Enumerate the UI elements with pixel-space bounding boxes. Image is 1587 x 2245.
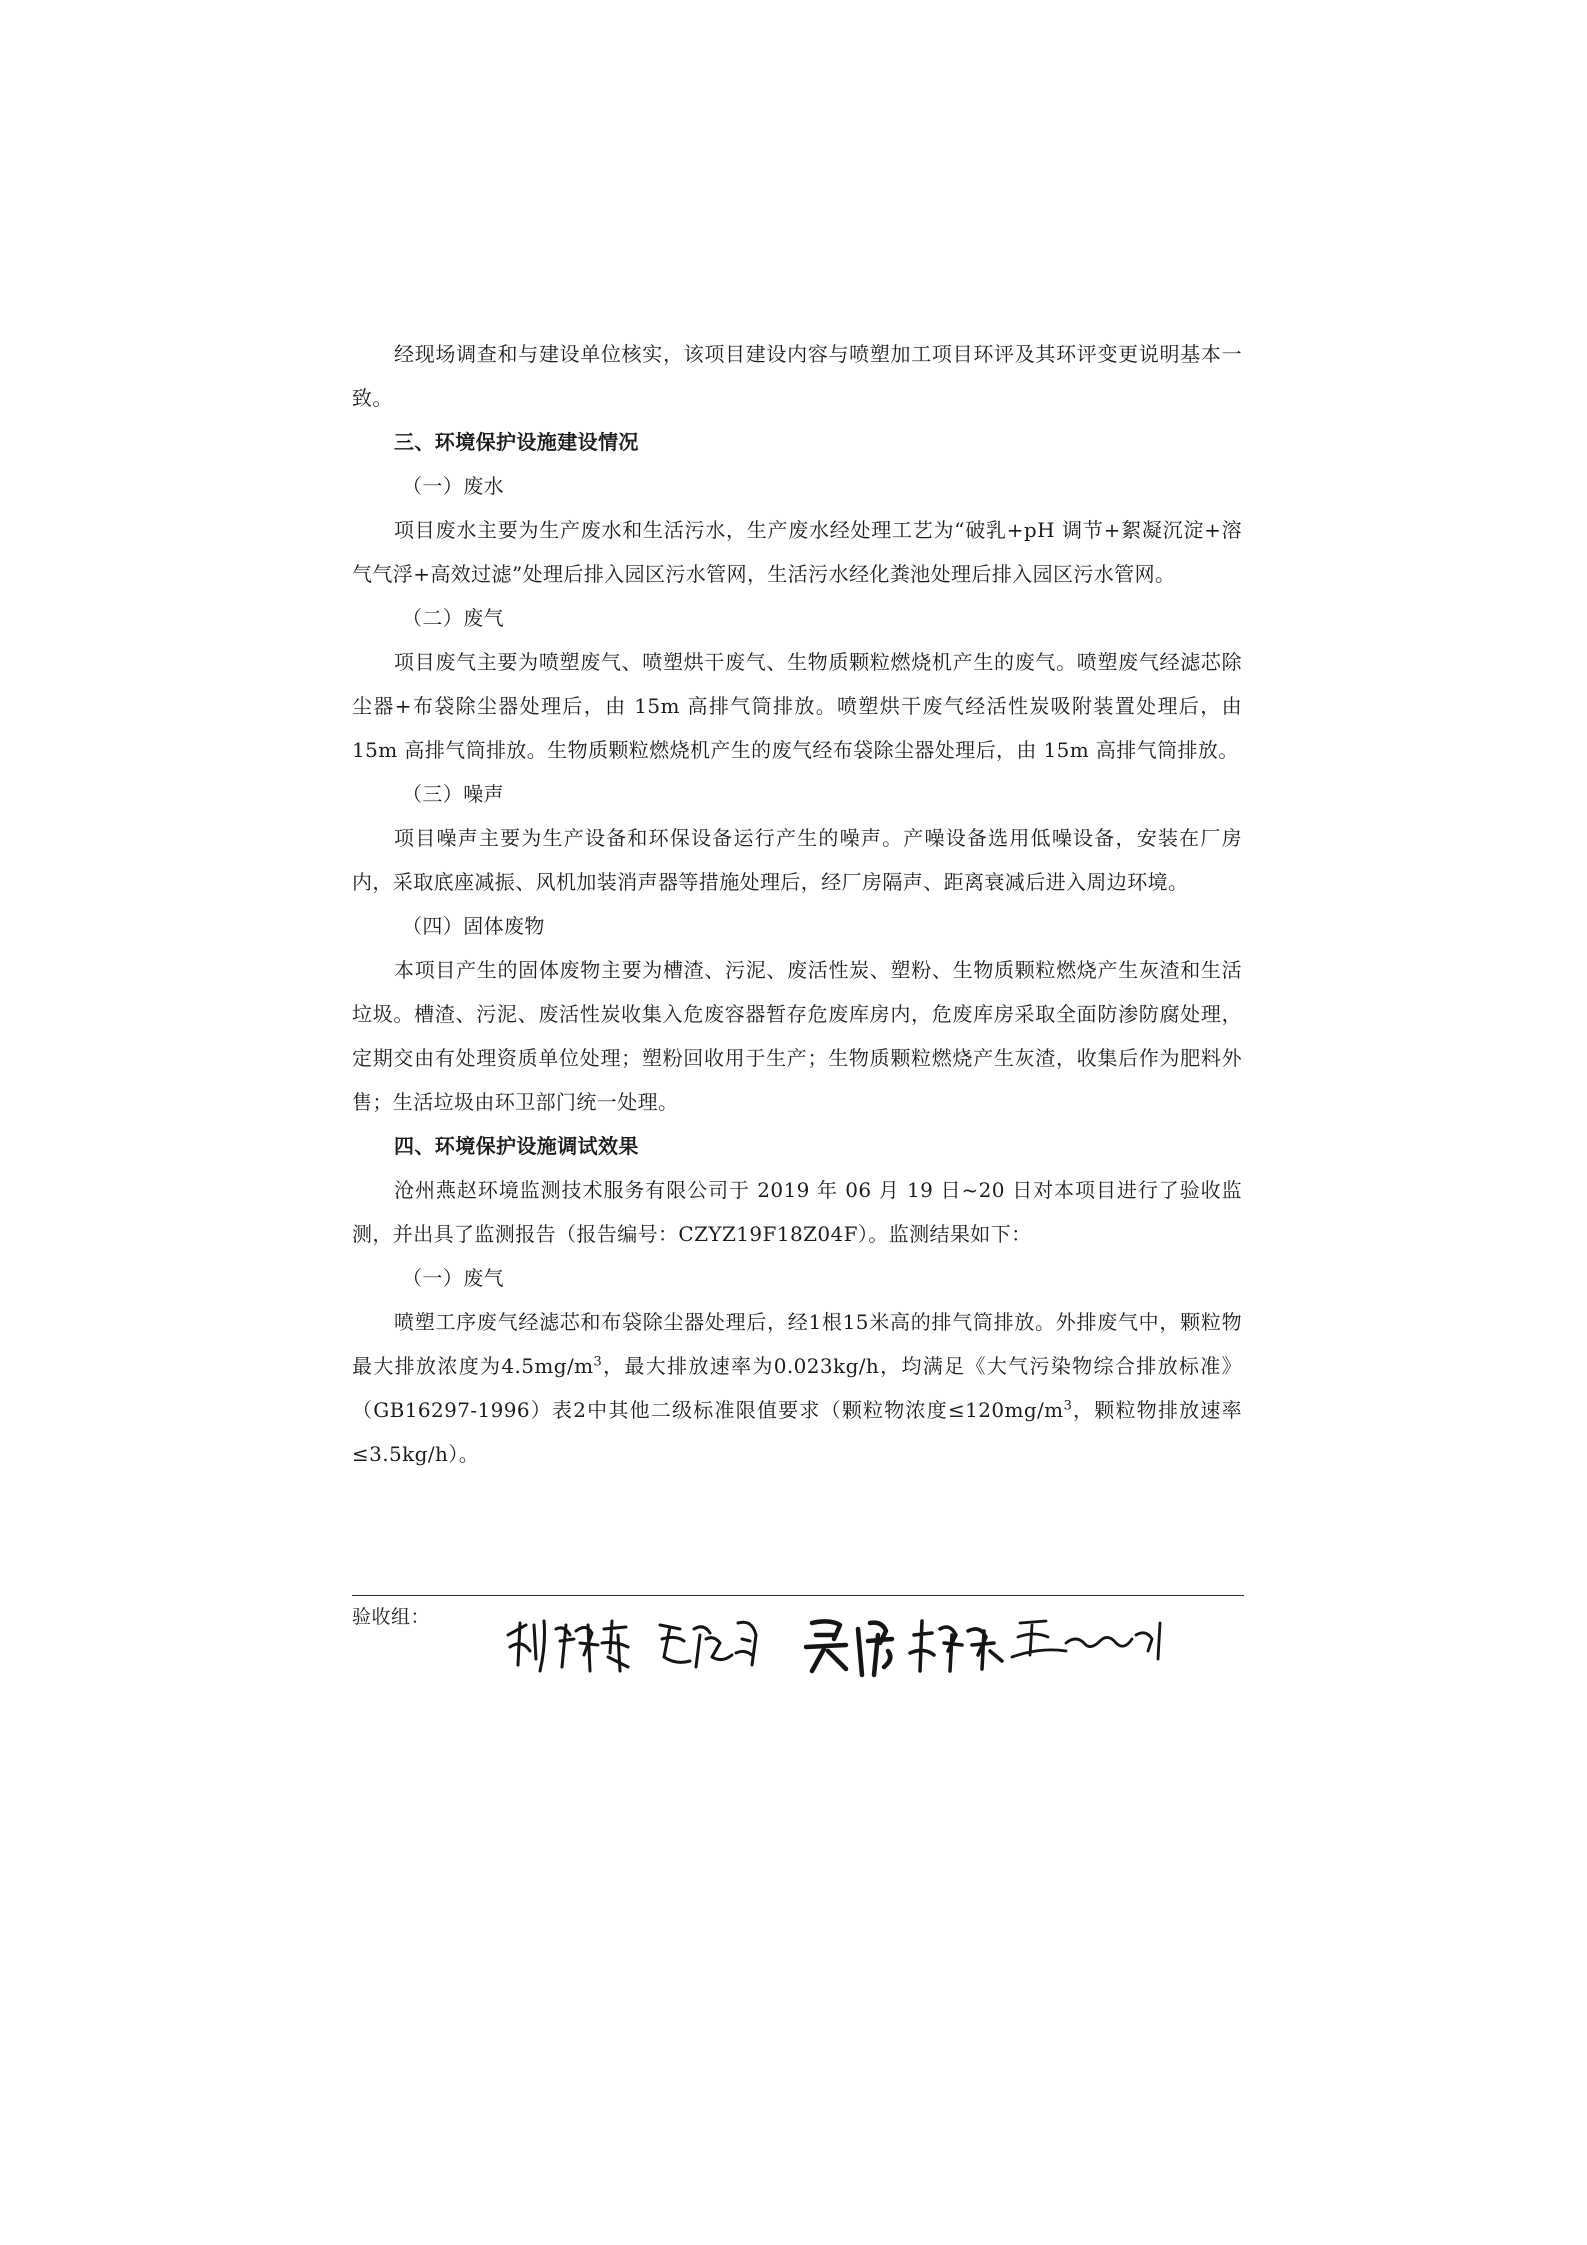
- paragraph-monitoring: 沧州燕赵环境监测技术服务有限公司于 2019 年 06 月 19 日~20 日对本项目进行了验收监测，并出具了监测报告（报告编号：CZYZ19F18Z04F）。监测结果如下：: [352, 1178, 1242, 1246]
- paragraph-waste-gas: 项目废气主要为喷塑废气、喷塑烘干废气、生物质颗粒燃烧机产生的废气。喷塑废气经滤芯除尘器+布袋除尘器处理后，由 15m 高排气筒排放。喷塑烘干废气经活性炭吸附装置处理后，由 15m 高排气筒排放。生物质颗粒燃烧机产生的废气经布袋除尘器处理后，由 15m 高排气筒排放。: [352, 650, 1242, 762]
- superscript-cubic-1: 3: [593, 1354, 603, 1370]
- results-text-2: ，最大排放速率为0.023kg/h，均满足《大气污染物综合排放标准》（GB16297-1996）表2中其他二级标准限值要求（颗粒物浓度≤120mg/m: [352, 1354, 1242, 1422]
- superscript-cubic-2: 3: [1063, 1398, 1073, 1414]
- paragraph-noise: 项目噪声主要为生产设备和环保设备运行产生的噪声。产噪设备选用低噪设备，安装在厂房内，采取底座减振、风机加装消声器等措施处理后，经厂房隔声、距离衰减后进入周边环境。: [352, 826, 1242, 894]
- paragraph-solid-waste: 本项目产生的固体废物主要为槽渣、污泥、废活性炭、塑粉、生物质颗粒燃烧产生灰渣和生活垃圾。槽渣、污泥、废活性炭收集入危废容器暂存危废库房内，危废库房采取全面防渗防腐处理，定期交由有处理资质单位处理；塑粉回收用于生产；生物质颗粒燃烧产生灰渣，收集后作为肥料外售；生活垃圾由环卫部门统一处理。: [352, 958, 1242, 1114]
- subheading-noise: （三）噪声: [402, 782, 504, 806]
- subheading-waste-gas: （二）废气: [402, 606, 504, 630]
- signature-4: [910, 1621, 1002, 1671]
- section-heading-3: 三、环境保护设施建设情况: [394, 430, 639, 454]
- signature-1: [508, 1621, 628, 1671]
- handwritten-signatures: [500, 1595, 1260, 1685]
- paragraph-waste-gas-results: [352, 1300, 1242, 1476]
- subheading-solid-waste: （四）固体废物: [402, 914, 545, 938]
- paragraph-consistency: 经现场调查和与建设单位核实，该项目建设内容与喷塑加工项目环评及其环评变更说明基本一致。: [352, 342, 1242, 410]
- subheading-waste-gas-results: （一）废气: [402, 1266, 504, 1290]
- document-body: [352, 332, 1242, 1476]
- section-heading-4: 四、环境保护设施调试效果: [394, 1134, 639, 1158]
- signature-5: [1012, 1621, 1160, 1659]
- signature-2: [660, 1622, 756, 1667]
- paragraph-wastewater: 项目废水主要为生产废水和生活污水，生产废水经处理工艺为“破乳+pH 调节+絮凝沉淀+溶气气浮+高效过滤”处理后排入园区污水管网，生活污水经化粪池处理后排入园区污水管网。: [352, 518, 1242, 586]
- results-text-1: 喷塑工序废气经滤芯和布袋除尘器处理后，经1根15米高的排气筒排放。外排废气中，颗粒物最大排放浓度为4.5mg/m: [352, 1310, 1242, 1378]
- signature-3: [806, 1621, 892, 1675]
- acceptance-group-label: 验收组：: [352, 1606, 431, 1628]
- results-text-3: ，颗粒物排放速率≤3.5kg/h）。: [352, 1398, 1243, 1466]
- subheading-wastewater: （一）废水: [402, 474, 504, 498]
